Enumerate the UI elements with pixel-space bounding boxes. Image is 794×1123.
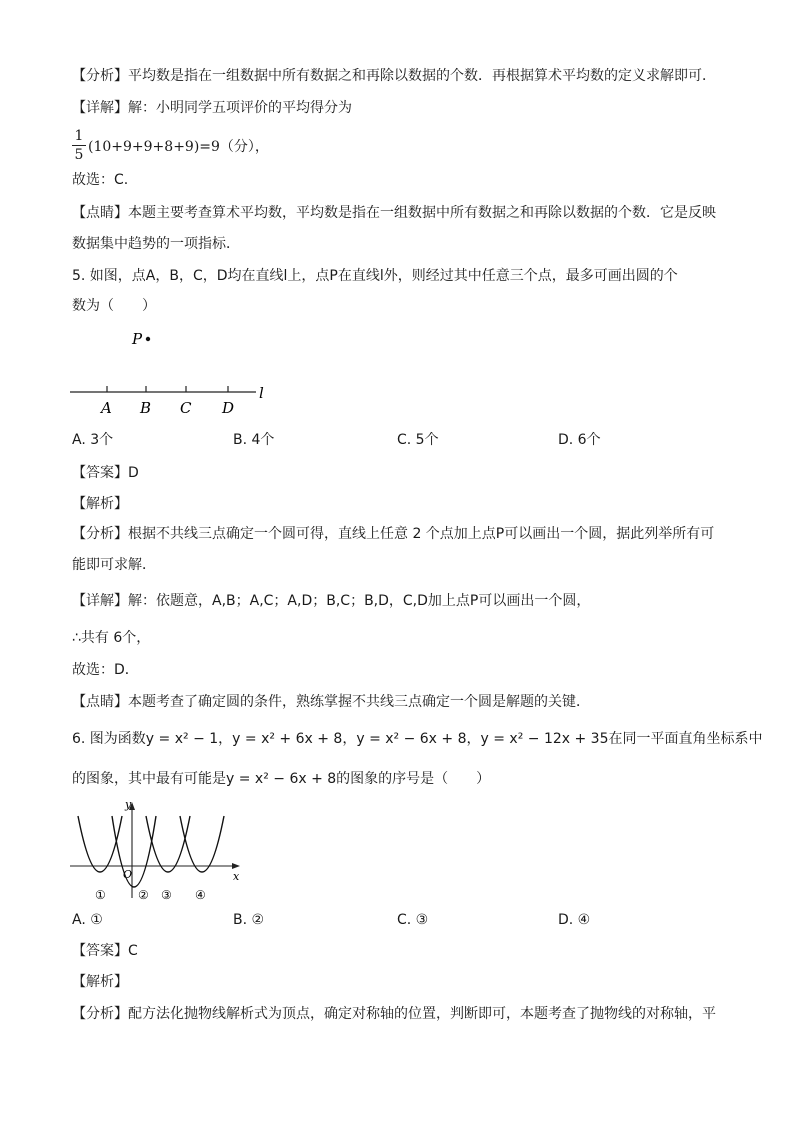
x-axis-label: x: [233, 870, 240, 883]
option-a: A. 3个: [72, 432, 114, 448]
question-6-answer: 【答案】C: [72, 943, 138, 959]
option-b: B. 4个: [233, 432, 275, 448]
parabola-2: [112, 816, 156, 887]
question-5-options: [72, 430, 722, 450]
fraction-one-fifth: [72, 128, 86, 163]
curve-label-2: ②: [138, 888, 149, 902]
question-6-analysis: 【分析】配方法化抛物线解析式为顶点，确定对称轴的位置，判断即可，本题考查了抛物线的对称轴，平: [72, 1006, 716, 1022]
option-a: A. ①: [72, 912, 103, 928]
average-expression: (10+9+9+8+9)=9（分），: [88, 139, 269, 155]
fraction-denominator: 5: [74, 147, 84, 163]
choice-line: 故选：C.: [72, 172, 129, 188]
curve-label-4: ④: [195, 888, 206, 902]
point-a-label: A: [101, 399, 112, 417]
option-d: D. 6个: [558, 432, 601, 448]
question-5-stem-1: 5. 如图，点A，B，C，D均在直线l上，点P在直线l外，则经过其中任意三个点，最多可画出圆的个: [72, 268, 678, 284]
curve-label-3: ③: [161, 888, 172, 902]
question-5-detail: 【详解】解：依题意，A,B；A,C；A,D；B,C；B,D，C,D加上点P可以画出一个圆，: [72, 593, 591, 609]
question-5-analysis-1: 【分析】根据不共线三点确定一个圆可得，直线上任意 2 个点加上点P可以画出一个圆，据此列举所有可: [72, 526, 715, 542]
question-5-comment: 【点睛】本题考查了确定圆的条件，熟练掌握不共线三点确定一个圆是解题的关键．: [72, 694, 590, 710]
option-c: C. ③: [397, 912, 429, 928]
point-c-label: C: [180, 399, 192, 417]
point-b-label: B: [140, 399, 152, 417]
question-5-solution-heading: 【解析】: [72, 496, 128, 512]
curve-label-1: ①: [95, 888, 106, 902]
point-d-label: D: [222, 399, 235, 417]
point-p-label: P: [132, 330, 143, 348]
option-b: B. ②: [233, 912, 265, 928]
x-axis-arrow: [232, 863, 240, 869]
question-5-stem-2: 数为（ ）: [72, 298, 156, 314]
question-5-analysis-2: 能即可求解．: [72, 557, 156, 573]
option-d: D. ④: [558, 912, 591, 928]
question-6-stem-1: 6. 图为函数y = x² − 1，y = x² + 6x + 8，y = x² − 6x + 8，y = x² − 12x + 35在同一平面直角坐标系中: [72, 731, 763, 747]
comment-line-1: 【点睛】本题主要考查算术平均数，平均数是指在一组数据中所有数据之和再除以数据的个数．它是反映: [72, 205, 716, 221]
question-6-solution-heading: 【解析】: [72, 974, 128, 990]
detail-line: 【详解】解：小明同学五项评价的平均得分为: [72, 100, 352, 116]
parabola-1: [78, 816, 122, 872]
question-5-answer: 【答案】D: [72, 465, 139, 481]
line-l-label: l: [259, 384, 264, 402]
y-axis-label: y: [125, 798, 132, 811]
analysis-line: 【分析】平均数是指在一组数据中所有数据之和再除以数据的个数．再根据算术平均数的定义求解即可．: [72, 68, 716, 84]
question-5-choice: 故选：D．: [72, 662, 139, 678]
point-p-dot: [146, 337, 150, 341]
question-5-total: ∴共有 6个，: [72, 630, 151, 646]
question-6-options: [72, 910, 722, 930]
figure-parabolas: [66, 798, 256, 906]
parabola-4: [180, 816, 224, 872]
figure-line-points: [60, 322, 280, 422]
option-c: C. 5个: [397, 432, 439, 448]
parabola-3: [146, 816, 190, 872]
question-6-stem-2: 的图象，其中最有可能是y = x² − 6x + 8的图象的序号是（ ）: [72, 771, 491, 787]
fraction-numerator: 1: [74, 128, 84, 144]
comment-line-2: 数据集中趋势的一项指标．: [72, 236, 240, 252]
origin-label: O: [123, 868, 133, 881]
